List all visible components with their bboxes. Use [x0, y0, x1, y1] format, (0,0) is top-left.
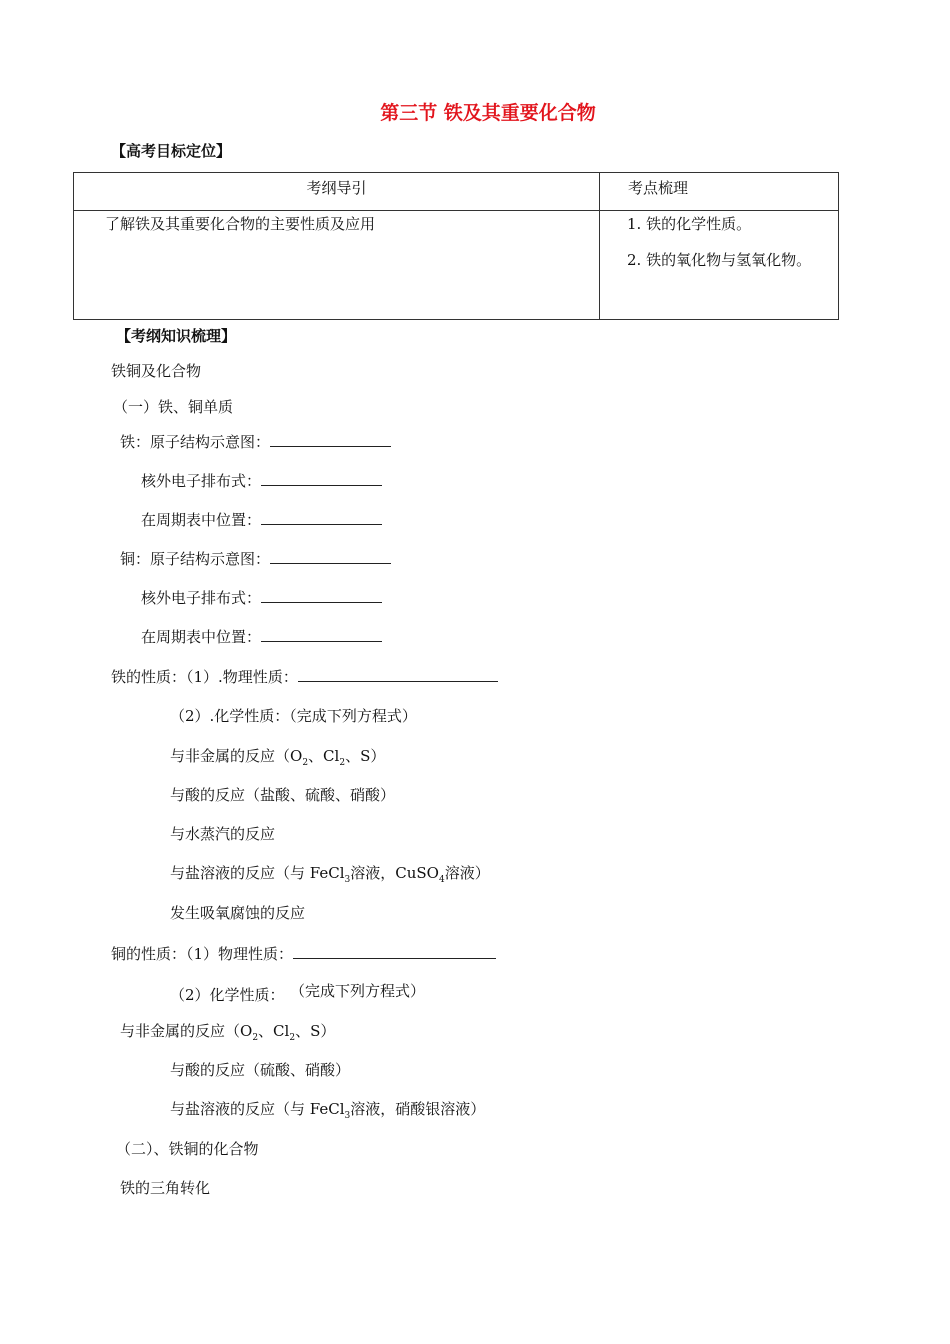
- part1-title: （一）铁、铜单质: [113, 398, 234, 416]
- table-header-points: 考点梳理: [600, 173, 839, 211]
- goal-heading: 【高考目标定位】: [111, 142, 232, 160]
- answer-blank[interactable]: [270, 432, 391, 447]
- copper-acid-line: 与酸的反应（硫酸、硝酸）: [170, 1061, 351, 1079]
- answer-blank[interactable]: [261, 510, 382, 525]
- goal-table: [73, 172, 839, 320]
- iron-position-line: 在周期表中位置：: [141, 510, 382, 530]
- knowledge-heading: 【考纲知识梳理】: [116, 327, 237, 345]
- copper-config-line: 核外电子排布式：: [141, 588, 382, 608]
- answer-blank[interactable]: [270, 549, 391, 564]
- table-header-guide: 考纲导引: [74, 173, 600, 211]
- answer-blank[interactable]: [293, 944, 496, 959]
- table-cell-points: [600, 211, 839, 320]
- iron-structure-line: 铁：原子结构示意图：: [120, 432, 391, 452]
- iron-corrosion-line: 发生吸氧腐蚀的反应: [170, 904, 306, 922]
- part2-title: （二）、铁铜的化合物: [116, 1140, 259, 1158]
- iron-steam-line: 与水蒸汽的反应: [170, 825, 276, 843]
- page-title: 第三节 铁及其重要化合物: [380, 102, 596, 124]
- copper-nonmetal-line: 与非金属的反应（$O_2$、$Cl_2$、S）: [120, 1022, 336, 1043]
- iron-config-line: 核外电子排布式：: [141, 471, 382, 491]
- copper-props-line: 铜的性质：（1）物理性质：: [111, 944, 496, 964]
- triangle-title: 铁的三角转化: [120, 1179, 211, 1197]
- copper-chem-line: （2）化学性质：: [170, 986, 285, 1004]
- iron-nonmetal-line: 与非金属的反应（$O_2$、$Cl_2$、S）: [170, 747, 386, 768]
- table-cell-guide: 了解铁及其重要化合物的主要性质及应用: [74, 211, 600, 320]
- iron-props-line: 铁的性质：（1）.物理性质：: [111, 667, 498, 687]
- copper-structure-line: 铜：原子结构示意图：: [120, 549, 391, 569]
- point-item: 1. 铁的化学性质。: [627, 215, 752, 233]
- copper-chem-note: （完成下列方程式）: [290, 982, 426, 1000]
- copper-salt-line: 与盐溶液的反应（与 FeCl$_3$溶液，硝酸银溶液）: [170, 1100, 486, 1121]
- point-item: 2. 铁的氧化物与氢氧化物。: [627, 251, 812, 269]
- section-title: 铁铜及化合物: [111, 362, 202, 380]
- iron-chem-line: （2）.化学性质：（完成下列方程式）: [170, 707, 417, 725]
- answer-blank[interactable]: [261, 471, 382, 486]
- copper-position-line: 在周期表中位置：: [141, 627, 382, 647]
- iron-salt-line: 与盐溶液的反应（与 FeCl$_3$溶液，CuSO$_4$溶液）: [170, 864, 490, 885]
- iron-acid-line: 与酸的反应（盐酸、硫酸、硝酸）: [170, 786, 396, 804]
- answer-blank[interactable]: [261, 627, 382, 642]
- answer-blank[interactable]: [261, 588, 382, 603]
- answer-blank[interactable]: [298, 667, 498, 682]
